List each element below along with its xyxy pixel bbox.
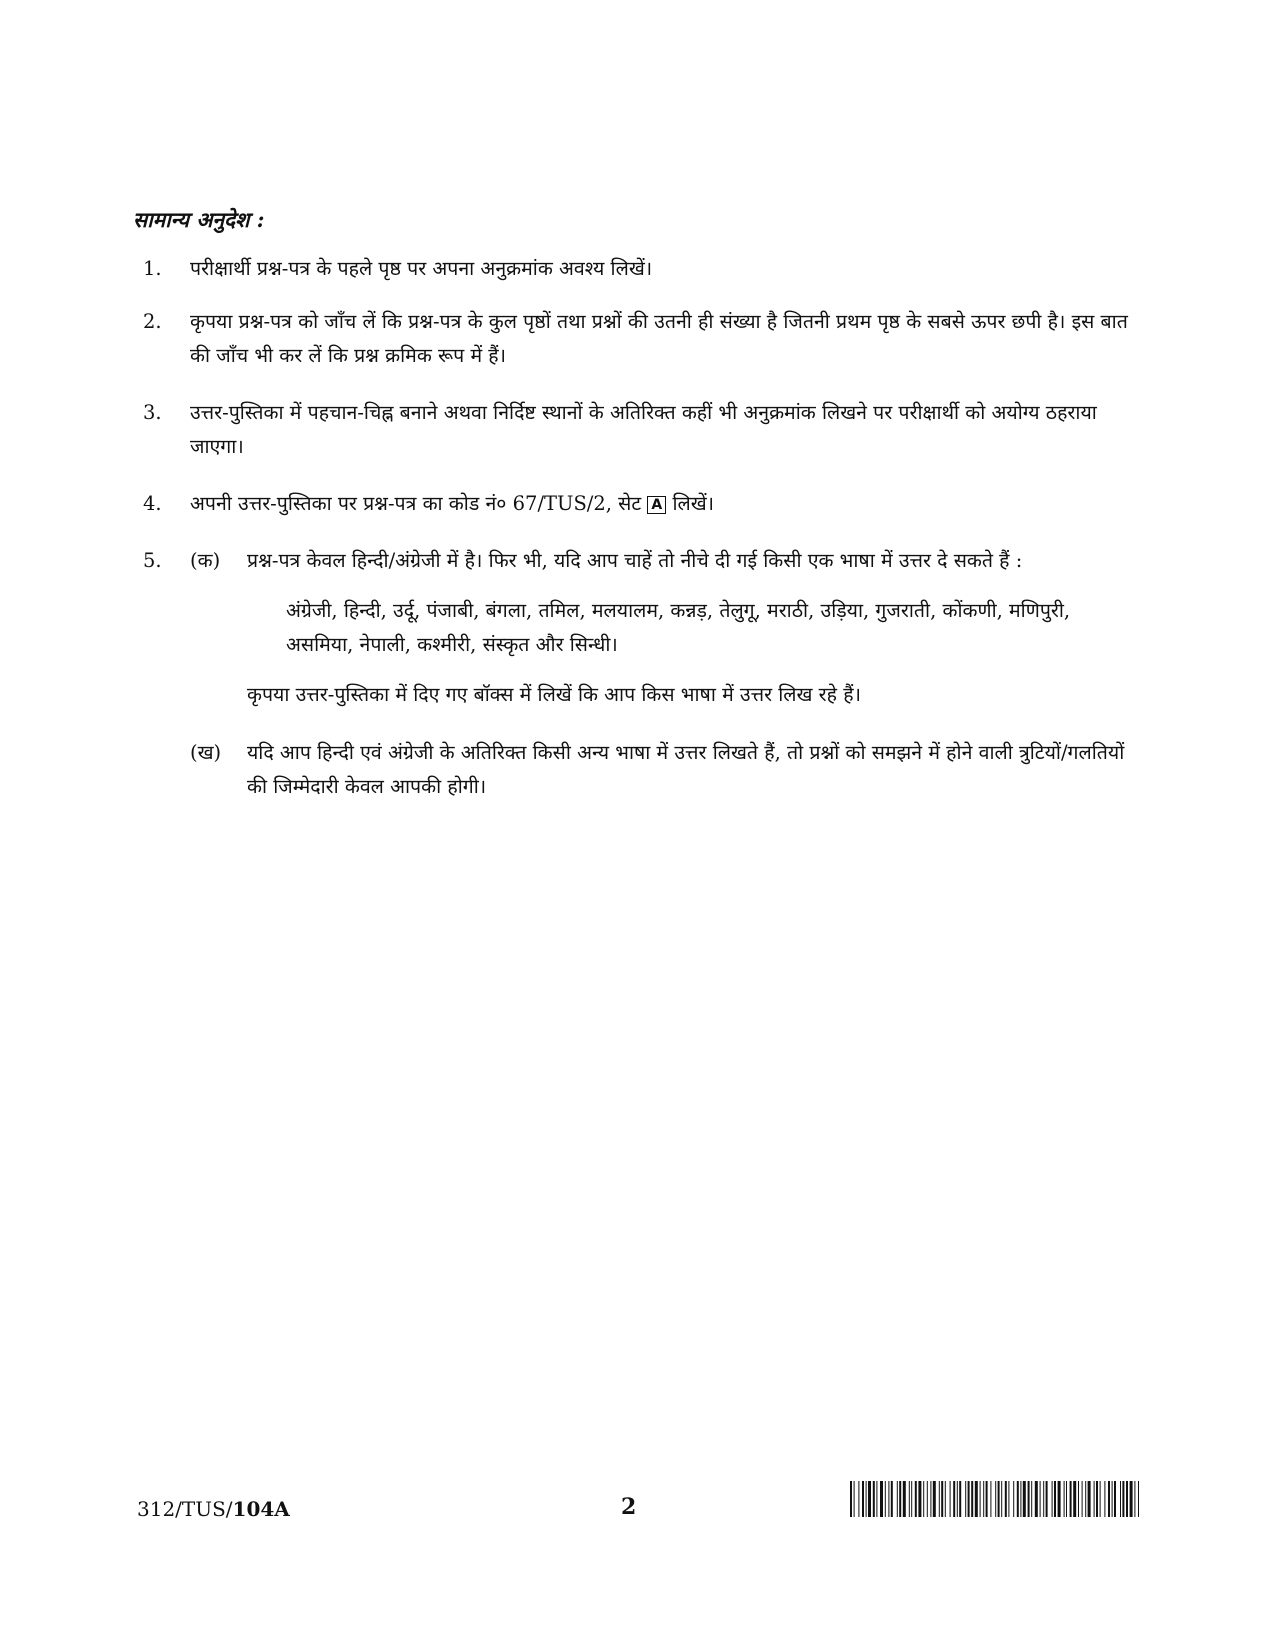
instruction-number: 4.	[143, 492, 162, 515]
sub-item-text: प्रश्न-पत्र केवल हिन्दी/अंग्रेजी में है। फिर भी, यदि आप चाहें तो नीचे दी गई किसी एक भाषा में उत्तर दे सकते हैं :	[247, 549, 1023, 572]
instruction-text: उत्तर-पुस्तिका में पहचान-चिह्न बनाने अथवा निर्दिष्ट स्थानों के अतिरिक्त कहीं भी अनुक्रमांक लिखने पर परीक्षार्थी को अयोग्य ठहराया जाएगा।	[190, 401, 1097, 458]
instruction-5	[133, 544, 1143, 804]
instruction-text: कृपया प्रश्न-पत्र को जाँच लें कि प्रश्न-पत्र के कुल पृष्ठों तथा प्रश्नों की उतनी ही संख्या है जितनी प्रथम पृष्ठ के सबसे ऊपर छपी है। इस बात की जाँच भी कर लें कि प्रश्न क्रमिक रूप में हैं।	[190, 310, 1128, 367]
language-list: अंग्रेजी, हिन्दी, उर्दू, पंजाबी, बंगला, तमिल, मलयालम, कन्नड़, तेलुगू, मराठी, उड़िया, गुजराती, कोंकणी, मणिपुरी, असमिया, नेपाली, कश्मीरी, संस्कृत और सिन्धी।	[286, 599, 1071, 656]
instruction-1	[133, 252, 1143, 286]
instruction-4	[133, 487, 1143, 521]
paper-code-prefix: 312/TUS/	[137, 1497, 233, 1521]
sub-item-text: यदि आप हिन्दी एवं अंग्रेजी के अतिरिक्त किसी अन्य भाषा में उत्तर लिखते हैं, तो प्रश्नों को समझने में होने वाली त्रुटियों/गलतियों की जिम्मेदारी केवल आपकी होगी।	[247, 741, 1125, 798]
instruction-number: 2.	[143, 310, 162, 333]
page-number: 2	[621, 1494, 637, 1520]
instruction-text	[190, 487, 1143, 521]
instruction-5-part-b	[133, 736, 1143, 804]
instruction-text-before: अपनी उत्तर-पुस्तिका पर प्रश्न-पत्र का कोड नं० 67/TUS/2, सेट	[190, 492, 642, 515]
instruction-3	[133, 396, 1143, 464]
paper-code	[137, 1497, 290, 1521]
sub-item-label: (क)	[190, 549, 221, 572]
instruction-number: 5.	[143, 549, 162, 572]
set-code-box: A	[647, 496, 666, 514]
instruction-2	[133, 305, 1143, 373]
instruction-text-after: लिखें।	[672, 492, 715, 515]
language-box-note: कृपया उत्तर-पुस्तिका में दिए गए बॉक्स में लिखें कि आप किस भाषा में उत्तर लिख रहे हैं।	[247, 683, 861, 706]
paper-code-bold: 104A	[232, 1497, 290, 1521]
general-instructions-heading: सामान्य अनुदेश :	[133, 207, 265, 232]
sub-item-label: (ख)	[190, 741, 222, 764]
instruction-number: 1.	[143, 257, 162, 280]
instruction-number: 3.	[143, 401, 162, 424]
instruction-text: परीक्षार्थी प्रश्न-पत्र के पहले पृष्ठ पर अपना अनुक्रमांक अवश्य लिखें।	[190, 257, 653, 280]
instruction-5-part-a	[133, 544, 1143, 578]
barcode-icon	[850, 1481, 1140, 1517]
